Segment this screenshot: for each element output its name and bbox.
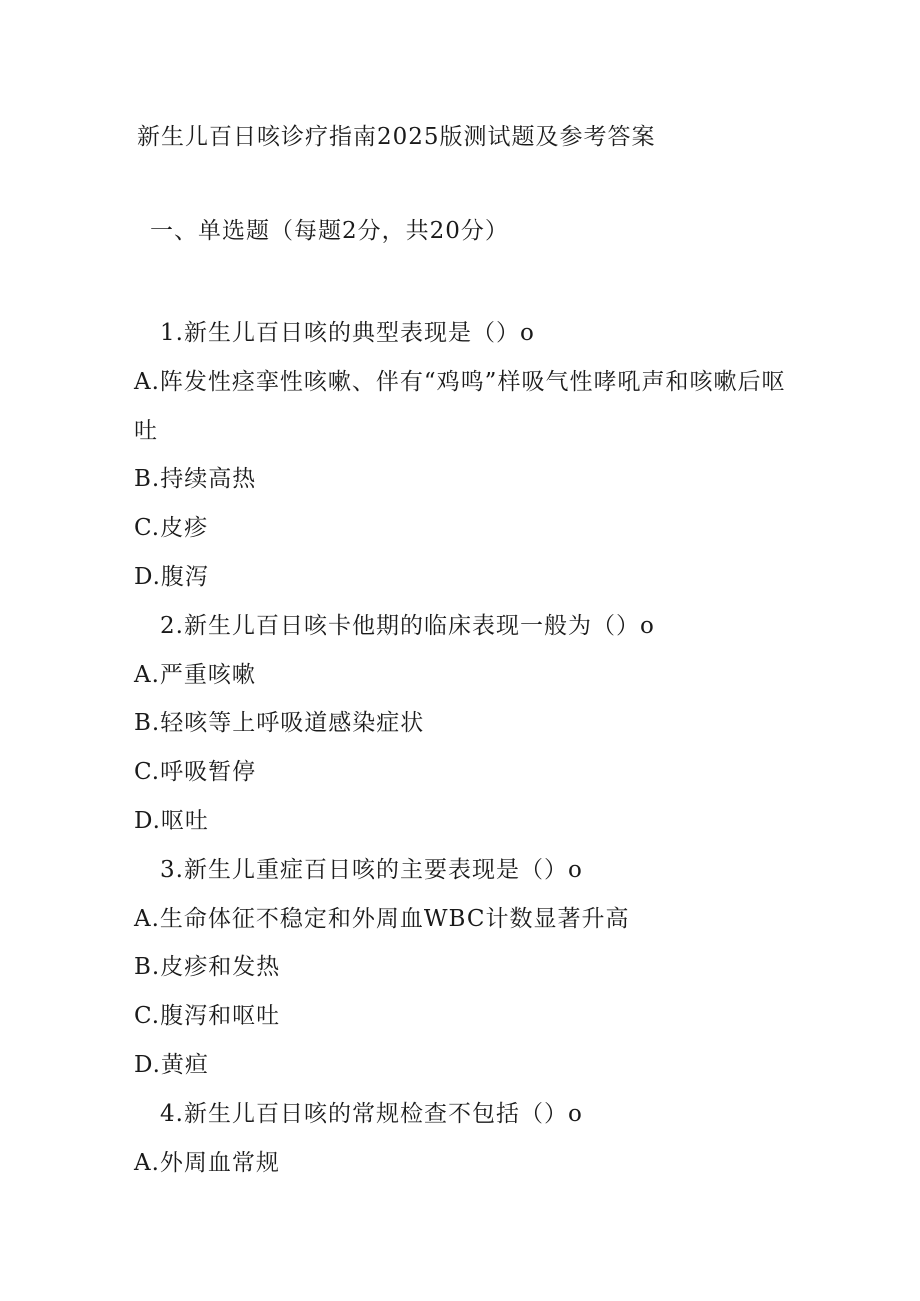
question-1-option-c: C.皮疹 bbox=[134, 515, 209, 542]
question-list bbox=[134, 309, 794, 1187]
question-1-option-a: A.阵发性痉挛性咳嗽、伴有“鸡鸣”样吸气性哮吼声和咳嗽后呕吐 bbox=[134, 368, 786, 444]
question-2-option-a: A.严重咳嗽 bbox=[134, 661, 256, 688]
question-1-option-d: D.腹泻 bbox=[134, 563, 209, 590]
question-3-stem: 3.新生儿重症百日咳的主要表现是（）o bbox=[160, 856, 583, 883]
question-3-option-d: D.黄疸 bbox=[134, 1051, 209, 1078]
question-3-option-a: A.生命体征不稳定和外周血WBC计数显著升高 bbox=[134, 905, 630, 932]
question-3-option-c: C.腹泻和呕吐 bbox=[134, 1003, 281, 1030]
question-3-option-b: B.皮疹和发热 bbox=[134, 954, 281, 981]
document-title: 新生儿百日咳诊疗指南2025版测试题及参考答案 bbox=[137, 124, 656, 150]
question-2-option-b: B.轻咳等上呼吸道感染症状 bbox=[134, 710, 425, 737]
question-4-option-a: A.外周血常规 bbox=[134, 1149, 280, 1176]
question-1-stem: 1.新生儿百日咳的典型表现是（）o bbox=[160, 320, 535, 346]
question-2-stem: 2.新生儿百日咳卡他期的临床表现一般为（）o bbox=[160, 612, 655, 639]
question-1-option-b: B.持续高热 bbox=[134, 466, 257, 493]
question-4-stem: 4.新生儿百日咳的常规检查不包括（）o bbox=[160, 1100, 583, 1127]
section-heading: 一、单选题（每题2分，共20分） bbox=[150, 218, 509, 244]
question-2-option-c: C.呼吸暂停 bbox=[134, 759, 257, 786]
question-2-option-d: D.呕吐 bbox=[134, 807, 209, 834]
